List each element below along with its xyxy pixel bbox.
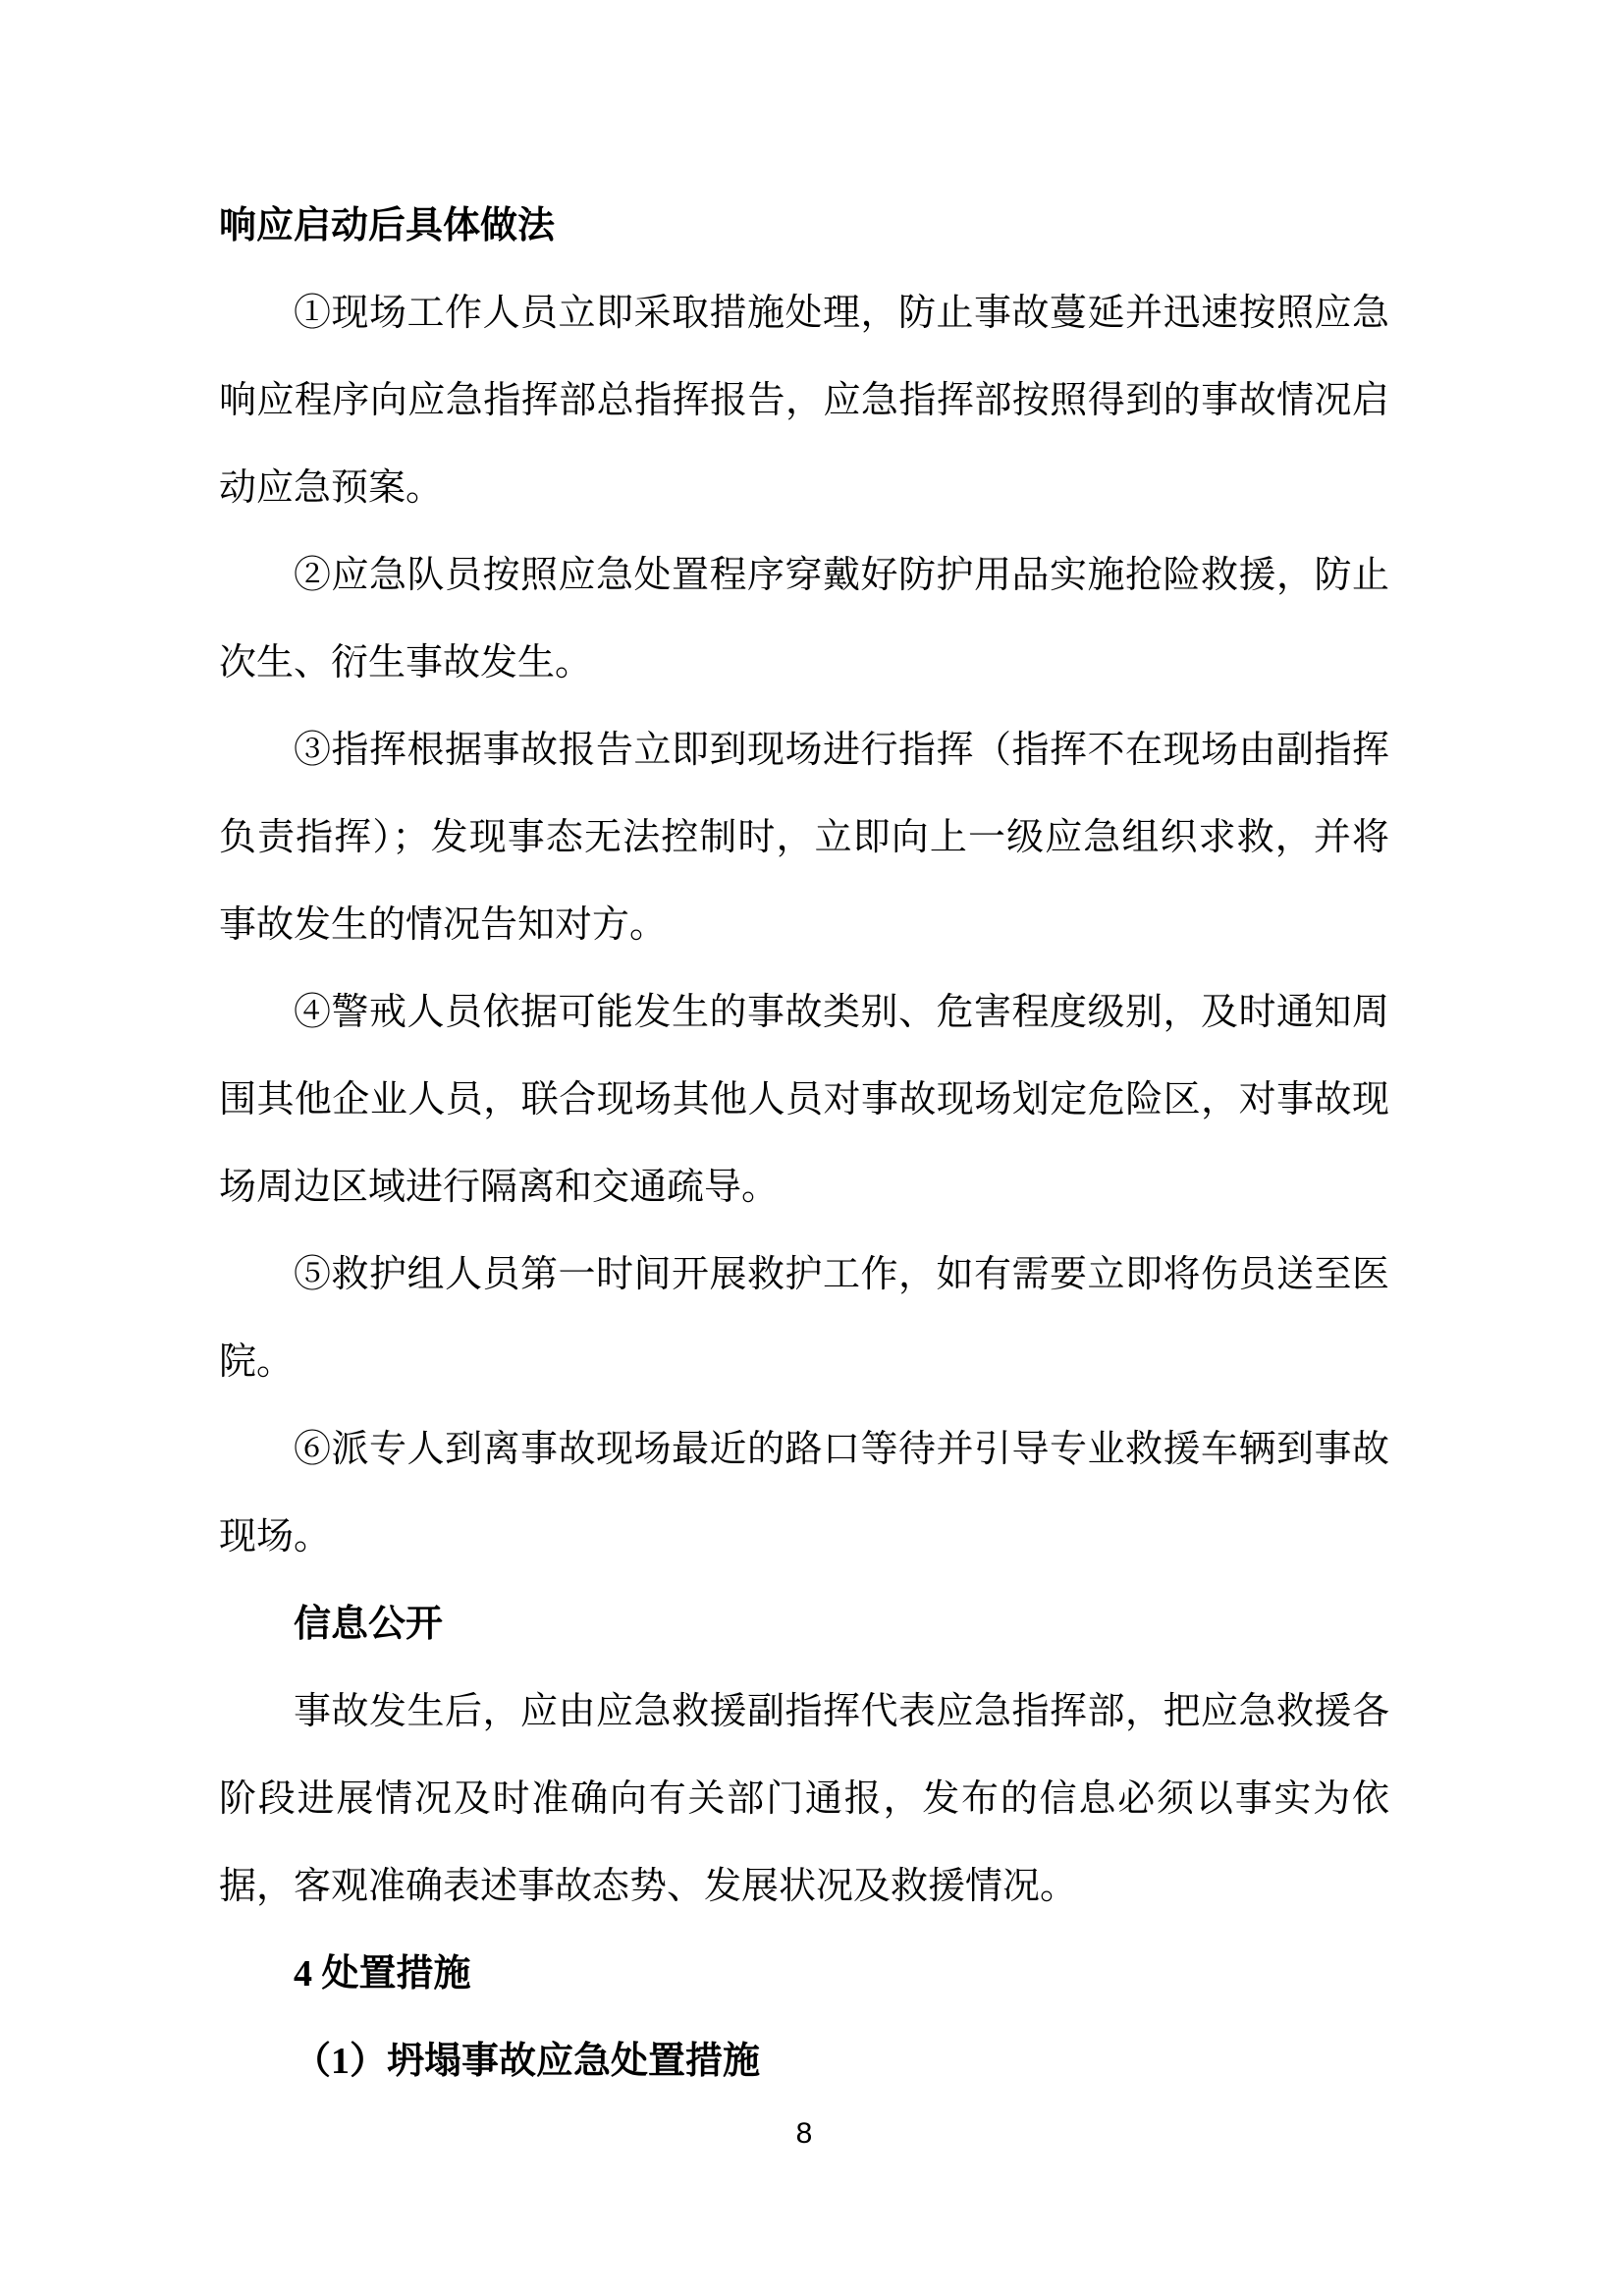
step-paragraph-2: ②应急队员按照应急处置程序穿戴好防护用品实施抢险救援，防止次生、衍生事故发生。	[219, 555, 1389, 683]
page-footer	[219, 2117, 1389, 2151]
step-paragraph-3: ③指挥根据事故报告立即到现场进行指挥（指挥不在现场由副指挥负责指挥）；发现事态无法控制时，立即向上一级应急组织求救，并将事故发生的情况告知对方。	[219, 730, 1389, 946]
page-content	[219, 183, 1389, 2105]
info-disclosure-paragraph: 事故发生后，应由应急救援副指挥代表应急指挥部，把应急救援各阶段进展情况及时准确向有关部门通报，发布的信息必须以事实为依据，客观准确表述事故态势、发展状况及救援情况。	[219, 1691, 1389, 1907]
info-disclosure-heading: 信息公开	[294, 1604, 444, 1645]
step-paragraph-6: ⑥派专人到离事故现场最近的路口等待并引导专业救援车辆到事故现场。	[219, 1429, 1389, 1558]
step-paragraph-1: ①现场工作人员立即采取措施处理，防止事故蔓延并迅速按照应急响应程序向应急指挥部总指挥报告，应急指挥部按照得到的事故情况启动应急预案。	[219, 293, 1389, 509]
page-number: 8	[795, 2117, 813, 2150]
collapse-measures-subheading: （1）坍塌事故应急处置措施	[294, 2041, 761, 2082]
step-paragraph-4: ④警戒人员依据可能发生的事故类别、危害程度级别，及时通知周围其他企业人员，联合现场其他人员对事故现场划定危险区，对事故现场周边区域进行隔离和交通疏导。	[219, 992, 1389, 1208]
step-paragraph-5: ⑤救护组人员第一时间开展救护工作，如有需要立即将伤员送至医院。	[219, 1254, 1389, 1383]
measures-heading: 4 处置措施	[294, 1953, 471, 1995]
section-heading: 响应启动后具体做法	[219, 205, 556, 246]
